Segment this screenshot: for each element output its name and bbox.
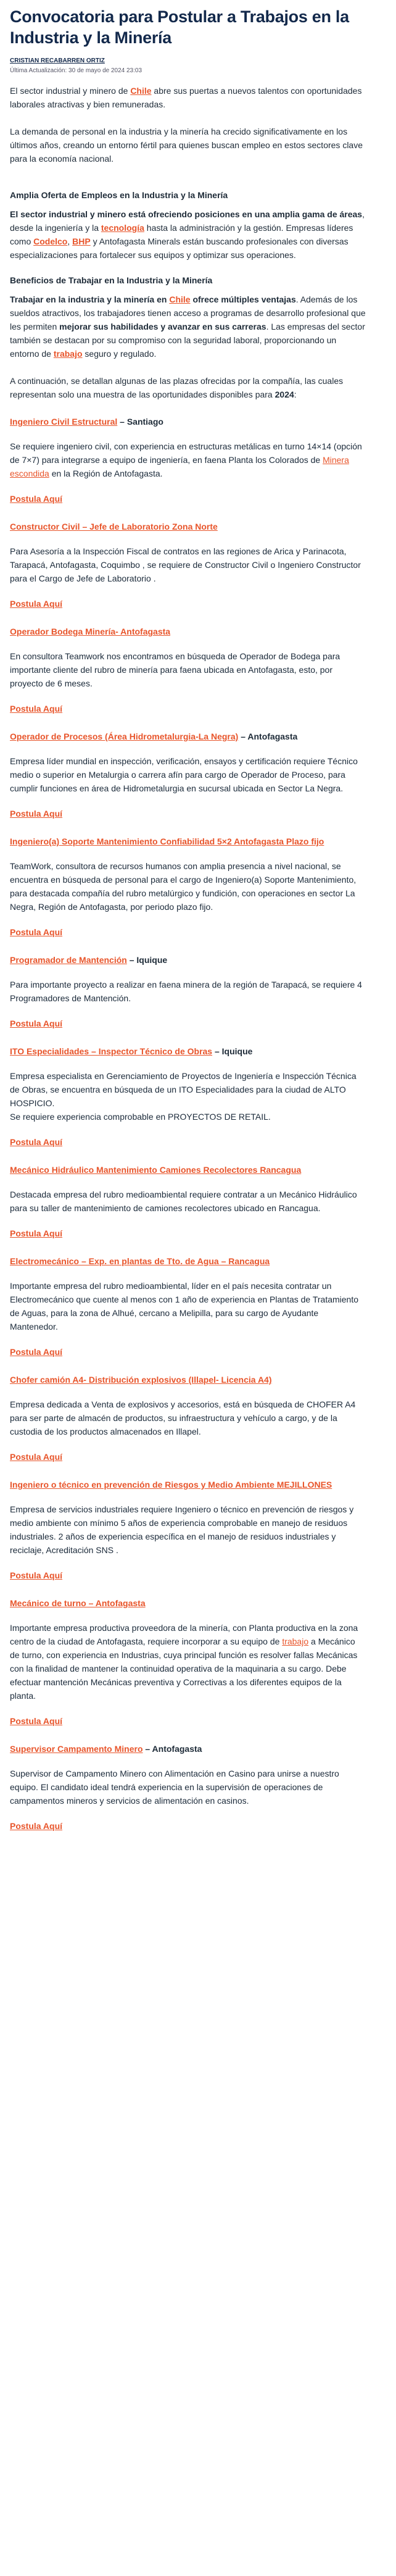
apply-link[interactable]: Postula Aquí (10, 809, 63, 819)
job-title-link[interactable]: Operador de Procesos (Área Hidrometalurgia-La Negra) (10, 732, 239, 741)
job-title (10, 1254, 366, 1268)
body-text: hasta la administración y la gestión. Empresas líderes como (10, 223, 353, 246)
job-list (10, 415, 366, 1831)
apply-link[interactable]: Postula Aquí (10, 704, 63, 714)
job-description (10, 1069, 366, 1123)
job-description (10, 649, 366, 690)
job-description (10, 1621, 366, 1703)
job-title (10, 730, 366, 743)
job-title-link[interactable]: Ingeniero(a) Soporte Mantenimiento Confiabilidad 5×2 Antofagasta Plazo fijo (10, 836, 324, 846)
job-description (10, 754, 366, 795)
job-title-link[interactable]: Mecánico de turno – Antofagasta (10, 1598, 146, 1608)
bold-text: Trabajar en la industria y la minería en (10, 294, 170, 304)
job-description-text: Empresa especialista en Gerenciamiento de Proyectos de Ingeniería e Inspección Técnica de Obras, se encuentra en búsqueda de un ITO Especialidades para la ciudad de ALTO HOSPICIO. Se requiere experiencia comprobable en PROYECTOS DE RETAIL. (10, 1071, 357, 1122)
job-description (10, 1188, 366, 1215)
job-title (10, 1163, 366, 1177)
job-location: – Antofagasta (238, 732, 298, 741)
job-description-text: Empresa de servicios industriales requiere Ingeniero o técnico en prevención de riesgos y medio ambiente con mínimo 5 años de experiencia comprobable en manejo de residuos industriales. 2 años de experiencia específica en el manejo de residuos industriales y reciclaje, Acreditación SNS . (10, 1504, 354, 1555)
body-text: , (67, 236, 73, 246)
job-description (10, 1503, 366, 1557)
job-description (10, 1279, 366, 1333)
apply-link[interactable]: Postula Aquí (10, 1716, 63, 1726)
intro-paragraph-1 (10, 84, 366, 111)
author-link[interactable]: CRISTIAN RECABARREN ORTIZ (10, 57, 105, 64)
job-description-text: Importante empresa del rubro medioambiental, líder en el país necesita contratar un Electromecánico que cuente al menos con 1 año de experiencia en Plantas de Tratamiento de Aguas, para la zona de Alhué, cercano a Melipilla, para su cargo de Ayudante Mantenedor. (10, 1281, 359, 1332)
job-title-link[interactable]: Mecánico Hidráulico Mantenimiento Camiones Recolectores Rancagua (10, 1165, 302, 1175)
year-bold: 2024 (274, 390, 294, 399)
body-text: y Antofagasta Minerals están buscando profesionales con diversas especializaciones para fortalecer sus equipos y optimizar sus operaciones. (10, 236, 349, 260)
apply-link[interactable]: Postula Aquí (10, 927, 63, 937)
bold-text: mejorar sus habilidades y avanzar en sus carreras (59, 322, 266, 331)
body-text: A continuación, se detallan algunas de las plazas ofrecidas por la compañía, las cuales representan solo una muestra de las oportunidades disponibles para (10, 376, 344, 399)
job-title-link[interactable]: ITO Especialidades – Inspector Técnico de Obras (10, 1046, 213, 1056)
section-oferta-paragraph (10, 207, 366, 262)
apply-link[interactable]: Postula Aquí (10, 1570, 63, 1580)
intro-text: El sector industrial y minero de (10, 86, 131, 96)
job-title (10, 1373, 366, 1386)
plazas-intro (10, 374, 366, 401)
apply-link[interactable]: Postula Aquí (10, 1452, 63, 1462)
job-description-text: Destacada empresa del rubro medioambiental requiere contratar a un Mecánico Hidráulico para su taller de mantenimiento de camiones recolectores ubicado en Rancagua. (10, 1190, 357, 1213)
job-title (10, 625, 366, 638)
job-title-link[interactable]: Supervisor Campamento Minero (10, 1744, 143, 1754)
apply-link[interactable]: Postula Aquí (10, 1137, 63, 1147)
body-text: : (294, 390, 297, 399)
intro-text: abre sus puertas a nuevos talentos con oportunidades laborales atractivas y bien remuneradas. (10, 86, 362, 109)
job-description-text: Empresa líder mundial en inspección, verificación, ensayos y certificación requiere Técnico medio o superior en Metalurgia o carrera afín para cargo de Operador de Proceso, para cumplir funciones en área de Hidrometalurgia en sucursal ubicada en Sector La Negra. (10, 756, 358, 793)
job-title (10, 835, 366, 848)
tecnologia-link[interactable]: tecnología (101, 223, 144, 233)
section-beneficios-paragraph (10, 293, 366, 361)
apply-link[interactable]: Postula Aquí (10, 1347, 63, 1357)
section-heading-beneficios: Beneficios de Trabajar en la Industria y la Minería (10, 275, 213, 285)
section-heading-oferta: Amplia Oferta de Empleos en la Industria y la Minería (10, 190, 228, 200)
apply-link[interactable]: Postula Aquí (10, 1821, 63, 1831)
codelco-link[interactable]: Codelco (33, 236, 68, 246)
job-description-text: Supervisor de Campamento Minero con Alimentación en Casino para unirse a nuestro equipo. El candidato ideal tendrá experiencia en la supervisión de operaciones de campamentos mineros y servicios de alimentación en casinos. (10, 1769, 339, 1806)
job-title (10, 1742, 366, 1756)
job-description-text: Para importante proyecto a realizar en faena minera de la región de Tarapacá, se requiere 4 Programadores de Mantención. (10, 980, 362, 1003)
bold-text: ofrece múltiples ventajas (190, 294, 296, 304)
job-title (10, 953, 366, 967)
job-description-text: TeamWork, consultora de recursos humanos con amplia presencia a nivel nacional, se encuentra en búsqueda de personal para el cargo de Ingeniero(a) Soporte Mantenimiento, para destacada compañía del rubro metalúrgico y fundición, con operaciones en sector La Negra, Región de Antofagasta, por periodo plazo fijo. (10, 861, 357, 912)
job-title (10, 1478, 366, 1491)
body-text: . Además de los sueldos atractivos, los trabajadores tienen acceso a programas de desarrollo profesional que les permiten (10, 294, 366, 331)
job-description (10, 440, 366, 480)
job-title-link[interactable]: Electromecánico – Exp. en plantas de Tto. de Agua – Rancagua (10, 1256, 270, 1266)
bold-text: El sector industrial y minero está ofreciendo posiciones en una amplia gama de áreas (10, 209, 363, 219)
bhp-link[interactable]: BHP (72, 236, 91, 246)
apply-link[interactable]: Postula Aquí (10, 1019, 63, 1028)
intro-paragraph-2: La demanda de personal en la industria y la minería ha crecido significativamente en los últimos años, creando un entorno fértil para quienes buscan empleo en estos sectores clave para la economía nacional. (10, 127, 363, 164)
job-title-link[interactable]: Chofer camión A4- Distribución explosivos (Illapel- Licencia A4) (10, 1375, 272, 1385)
job-title-link[interactable]: Programador de Mantención (10, 955, 127, 965)
job-description-text: Para Asesoría a la Inspección Fiscal de contratos en las regiones de Arica y Parinacota, Tarapacá, Antofagasta, Coquimbo , se requiere de Constructor Civil o Ingeniero Constructor para el Cargo de Jefe de Laboratorio . (10, 546, 361, 583)
job-description-text: Se requiere ingeniero civil, con experiencia en estructuras metálicas en turno 14×14 (opción de 7×7) para integrarse a equipo de ingeniería, en faena Planta los Colorados de (10, 441, 362, 465)
job-title (10, 1596, 366, 1610)
job-description (10, 978, 366, 1005)
job-description-text: en la Región de Antofagasta. (49, 469, 163, 478)
apply-link[interactable]: Postula Aquí (10, 494, 63, 504)
job-location: – Antofagasta (142, 1744, 202, 1754)
job-description (10, 1767, 366, 1807)
page-title: Convocatoria para Postular a Trabajos en la Industria y la Minería (10, 7, 349, 47)
job-description-text: a Mecánico de turno, con experiencia en Industrias, cuya principal función es resolver fallas Mecánicas con la finalidad de mantener la continuidad operativa de la maquinaria a su cargo. Debe efectuar mantención Mecánicas preventiva y Correctivas a los diferentes equipos de la planta. (10, 1636, 358, 1701)
job-description-text: Empresa dedicada a Venta de explosivos y accesorios, está en búsqueda de CHOFER A4 para ser parte de almacén de productos, su infraestructura y vehículo a cargo, y de la custodia de los productos almacenados en Illapel. (10, 1399, 356, 1436)
apply-link[interactable]: Postula Aquí (10, 599, 63, 609)
job-title-link[interactable]: Operador Bodega Minería- Antofagasta (10, 627, 171, 636)
job-description (10, 1398, 366, 1438)
job-description-link[interactable]: Minera escondida (10, 455, 349, 478)
job-location: – Iquique (126, 955, 168, 965)
job-description-text: Importante empresa productiva proveedora de la minería, con Planta productiva en la zona centro de la ciudad de Antofagasta, requiere incorporar a su equipo de (10, 1623, 358, 1646)
body-text: . Las empresas del sector también se destacan por su compromiso con la seguridad laboral, proporcionando un entorno de (10, 322, 365, 359)
job-location: – Iquique (212, 1046, 253, 1056)
job-title-link[interactable]: Constructor Civil – Jefe de Laboratorio Zona Norte (10, 522, 218, 531)
job-description-link[interactable]: trabajo (282, 1636, 309, 1646)
job-title (10, 1044, 366, 1058)
job-title-link[interactable]: Ingeniero o técnico en prevención de Riesgos y Medio Ambiente MEJILLONES (10, 1480, 332, 1490)
body-text: , desde la ingeniería y la (10, 209, 365, 233)
job-description-text: En consultora Teamwork nos encontramos en búsqueda de Operador de Bodega para importante cliente del rubro de minería para faena ubicada en Antofagasta, esto, por proyecto de 6 meses. (10, 651, 340, 688)
chile-link-2[interactable]: Chile (169, 294, 191, 304)
job-location: – Santiago (117, 417, 163, 427)
last-updated: Última Actualización: 30 de mayo de 2024 23:03 (10, 67, 142, 74)
chile-link[interactable]: Chile (130, 86, 152, 96)
job-title (10, 415, 366, 428)
job-title (10, 520, 366, 533)
trabajo-link[interactable]: trabajo (53, 349, 83, 359)
job-title-link[interactable]: Ingeniero Civil Estructural (10, 417, 118, 427)
job-description (10, 859, 366, 914)
body-text: seguro y regulado. (82, 349, 157, 359)
apply-link[interactable]: Postula Aquí (10, 1228, 63, 1238)
job-description (10, 544, 366, 585)
